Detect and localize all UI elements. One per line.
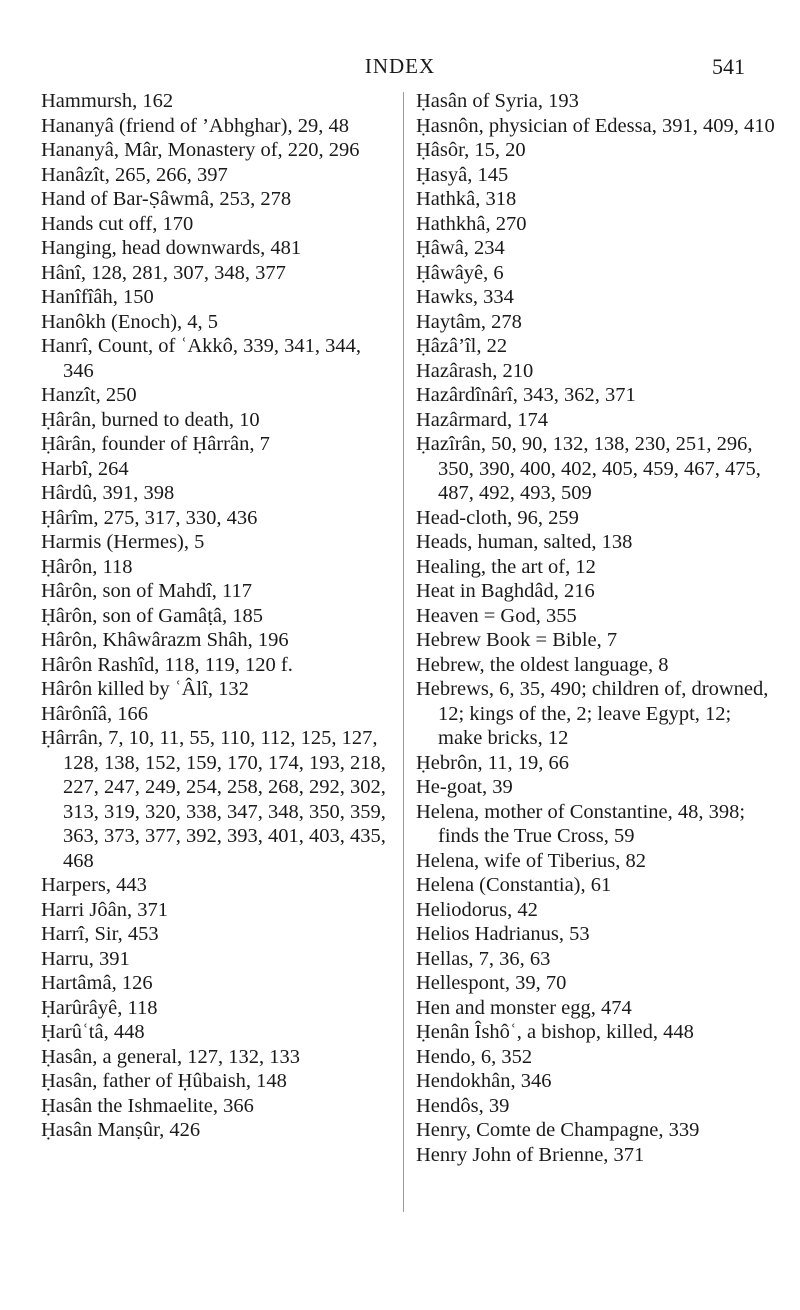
index-entry: Harmis (Hermes), 5	[41, 531, 205, 553]
index-entry: Heliodorus, 42	[416, 898, 538, 921]
index-entry: Ḥasnôn, physician of Edessa, 391, 409, 410	[416, 114, 775, 137]
index-entry: Hammursh, 162	[41, 90, 174, 112]
index-entry: Hanging, head downwards, 481	[41, 237, 302, 259]
index-entry: Hendôs, 39	[416, 1094, 510, 1117]
index-entry: Hathkhâ, 270	[416, 212, 527, 235]
index-entry: Hârôn, Khâwârazm Shâh, 196	[41, 629, 289, 651]
index-entry: Helena, wife of Tiberius, 82	[416, 849, 647, 872]
index-entry: Hands cut off, 170	[41, 212, 194, 235]
index-entry: Helios Hadrianus, 53	[416, 923, 590, 945]
index-entry: Healing, the art of, 12	[416, 555, 596, 578]
index-entry: Hebrew Book = Bible, 7	[416, 629, 618, 651]
index-entry: Hananyâ (friend of ’Abhghar), 29, 48	[41, 114, 349, 137]
index-entry: Ḥarûrâyê, 118	[41, 996, 158, 1019]
index-entry: Heads, human, salted, 138	[416, 531, 633, 553]
index-entry: Ḥârîm, 275, 317, 330, 436	[41, 506, 258, 529]
index-entry: Ḥârân, burned to death, 10	[41, 408, 260, 431]
index-entry: Hanôkh (Enoch), 4, 5	[41, 310, 219, 333]
index-entry: Hananyâ, Mâr, Monastery of, 220, 296	[41, 139, 360, 161]
index-entry: Ḥârôn, 118	[41, 555, 133, 578]
index-entry: Hazârdînârî, 343, 362, 371	[416, 384, 636, 406]
index-entry: Hanrî, Count, of ʿAkkô, 339, 341, 344, 346	[41, 335, 362, 382]
index-entry: Ḥasân, father of Ḥûbaish, 148	[41, 1070, 287, 1092]
index-entry: Henry John of Brienne, 371	[416, 1143, 645, 1166]
index-entry: Henry, Comte de Champagne, 339	[416, 1119, 700, 1141]
index-entry: Ḥenân Îshôʿ, a bishop, killed, 448	[416, 1021, 694, 1043]
index-entry: Hendokhân, 346	[416, 1070, 552, 1092]
index-entry: Ḥarûʿtâ, 448	[41, 1021, 145, 1043]
index-entry: Ḥâwâ, 234	[416, 237, 505, 259]
index-entry: Hânî, 128, 281, 307, 348, 377	[41, 261, 286, 284]
index-entry: Ḥâzâ’îl, 22	[416, 335, 508, 357]
index-entry: Ḥasân Manṣûr, 426	[41, 1119, 201, 1141]
index-entry: Harru, 391	[41, 947, 130, 970]
index-entry: Hanîfîâh, 150	[41, 286, 154, 308]
index-entry: Harrî, Sir, 453	[41, 923, 159, 945]
index-entry: Ḥârôn, son of Gamâṭâ, 185	[41, 604, 264, 627]
index-entry: Hartâmâ, 126	[41, 972, 153, 994]
index-entry: Head-cloth, 96, 259	[416, 506, 579, 529]
index-entry: Hârônîâ, 166	[41, 702, 149, 725]
index-entry: Heat in Baghdâd, 216	[416, 580, 595, 602]
index-entry: Hârdû, 391, 398	[41, 482, 175, 504]
index-entry: Hathkâ, 318	[416, 188, 517, 210]
index-entry: Helena, mother of Constantine, 48, 398; finds the True Cross, 59	[416, 800, 746, 847]
column-divider	[403, 92, 404, 1212]
left-index-column	[41, 89, 396, 1143]
index-entry: Harri Jôân, 371	[41, 898, 168, 921]
index-entry: Hellespont, 39, 70	[416, 972, 567, 994]
index-entry: Hârôn Rashîd, 118, 119, 120 f.	[41, 653, 293, 676]
index-entry: Hellas, 7, 36, 63	[416, 947, 551, 970]
index-entry: Hazârash, 210	[416, 359, 534, 382]
index-entry: Ḥebrôn, 11, 19, 66	[416, 751, 569, 774]
index-entry: Hebrews, 6, 35, 490; children of, drowned, 12; kings of the, 2; leave Egypt, 12; make bricks, 12	[416, 678, 769, 749]
index-entry: Ḥasân, a general, 127, 132, 133	[41, 1045, 301, 1068]
index-entry: Ḥasyâ, 145	[416, 163, 509, 186]
index-entry: Harbî, 264	[41, 457, 129, 480]
index-entry: Hawks, 334	[416, 286, 514, 308]
index-entry: Ḥasân of Syria, 193	[416, 90, 579, 112]
index-entry: Haytâm, 278	[416, 310, 522, 333]
index-entry: Hen and monster egg, 474	[416, 996, 632, 1019]
index-entry: Heaven = God, 355	[416, 604, 577, 627]
index-entry: Ḥârân, founder of Ḥârrân, 7	[41, 433, 270, 455]
page-number: 541	[712, 54, 745, 79]
index-entry: Ḥasân the Ishmaelite, 366	[41, 1094, 254, 1117]
index-entry: Hanzît, 250	[41, 384, 137, 406]
index-entry: Hazârmard, 174	[416, 408, 549, 431]
index-entry: Hebrew, the oldest language, 8	[416, 653, 669, 676]
index-entry: Ḥârrân, 7, 10, 11, 55, 110, 112, 125, 127, 128, 138, 152, 159, 170, 174, 193, 218, 227, 247, 249, 254, 258, 268, 292, 302, 313, 319, 320, 338, 347, 348, 350, 359, 363, 373, 377, 392, 393, 401, 403, 435, 468	[41, 727, 386, 872]
index-entry: He-goat, 39	[416, 776, 513, 798]
index-entry: Hanâzît, 265, 266, 397	[41, 163, 228, 186]
index-entry: Ḥâsôr, 15, 20	[416, 139, 526, 161]
index-entry: Ḥazîrân, 50, 90, 132, 138, 230, 251, 296, 350, 390, 400, 402, 405, 459, 467, 475, 487, 492, 493, 509	[416, 433, 761, 504]
index-entry: Ḥâwâyê, 6	[416, 261, 504, 284]
right-index-column	[416, 89, 776, 1167]
index-entry: Hârôn killed by ʿÂlî, 132	[41, 678, 249, 700]
running-title: INDEX	[364, 54, 436, 78]
page-header	[0, 52, 800, 82]
index-entry: Harpers, 443	[41, 874, 147, 896]
index-entry: Hârôn, son of Mahdî, 117	[41, 580, 253, 602]
index-entry: Hand of Bar-Ṣâwmâ, 253, 278	[41, 188, 292, 210]
index-entry: Helena (Constantia), 61	[416, 874, 612, 896]
index-entry: Hendo, 6, 352	[416, 1045, 533, 1068]
